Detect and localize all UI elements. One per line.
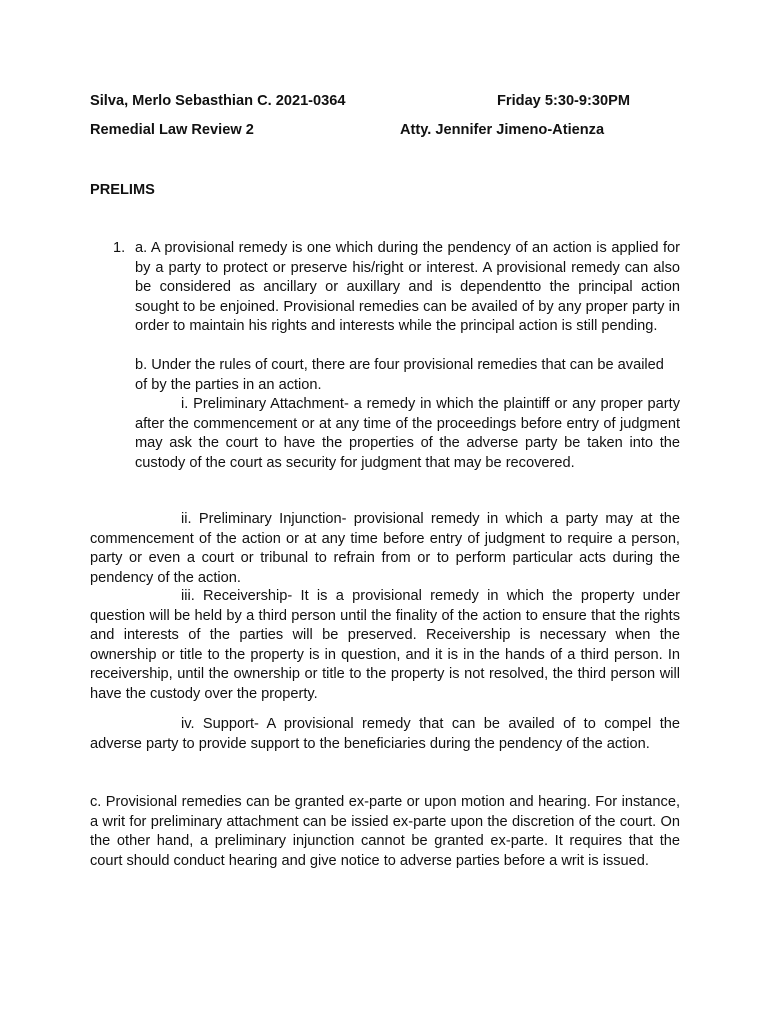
answer-part-b-preliminary-attachment: i. Preliminary Attachment- a remedy in which the plaintiff or any proper party after the commencement or at any time of the proceedings before entry of judgment may ask the court to have the properties of the adverse party be taken into the custody of the court as security for judgment that may be recovered.	[135, 396, 680, 471]
answer-part-b-preliminary-injunction: ii. Preliminary Injunction- provisional remedy in which a party may at the commencement of the action or at any time before entry of judgment to require a person, party or even a court or tribunal to refrain from or to perform particular acts during the pendency of the action.	[90, 511, 680, 586]
answer-part-a: a. A provisional remedy is one which during the pendency of an action is applied for by a party to protect or preserve his/right or interest. A provisional remedy can also be considered as ancillary or auxillary and is dependentto the principal action sought to be enjoined. Provisional remedies can be availed of by any proper party in order to maintain his rights and interests while the principal action is still pending.	[135, 240, 680, 334]
answer-part-b-support: iv. Support- A provisional remedy that can be availed of to compel the adverse party to provide support to the beneficiaries during the pendency of the action.	[90, 716, 680, 752]
section-title: PRELIMS	[90, 182, 155, 198]
answer-part-c: c. Provisional remedies can be granted ex-parte or upon motion and hearing. For instance, a writ for preliminary attachment can be issied ex-parte upon the discretion of the court. On the other hand, a preliminary injunction cannot be granted ex-parte. It requires that the court should conduct hearing and give notice to adverse parties before a writ is issued.	[90, 794, 680, 869]
answer-part-b-receivership: iii. Receivership- It is a provisional remedy in which the property under question will be held by a third person until the finality of the action to ensure that the rights and interests of the parties will be preserved. Receivership is necessary when the ownership or title to the property is in question, and it is in the hands of a third person. In receivership, until the ownership or title to the property is not resolved, the third person will have the custody over the property.	[90, 588, 680, 702]
answer-part-b-intro: b. Under the rules of court, there are four provisional remedies that can be availed of by the parties in an action.	[135, 357, 664, 393]
class-schedule: Friday 5:30-9:30PM	[497, 93, 631, 109]
course-name: Remedial Law Review 2	[90, 122, 254, 138]
student-name-id: Silva, Merlo Sebasthian C. 2021-0364	[90, 93, 346, 109]
instructor-name: Atty. Jennifer Jimeno-Atienza	[400, 122, 605, 138]
question-number: 1.	[113, 240, 126, 256]
